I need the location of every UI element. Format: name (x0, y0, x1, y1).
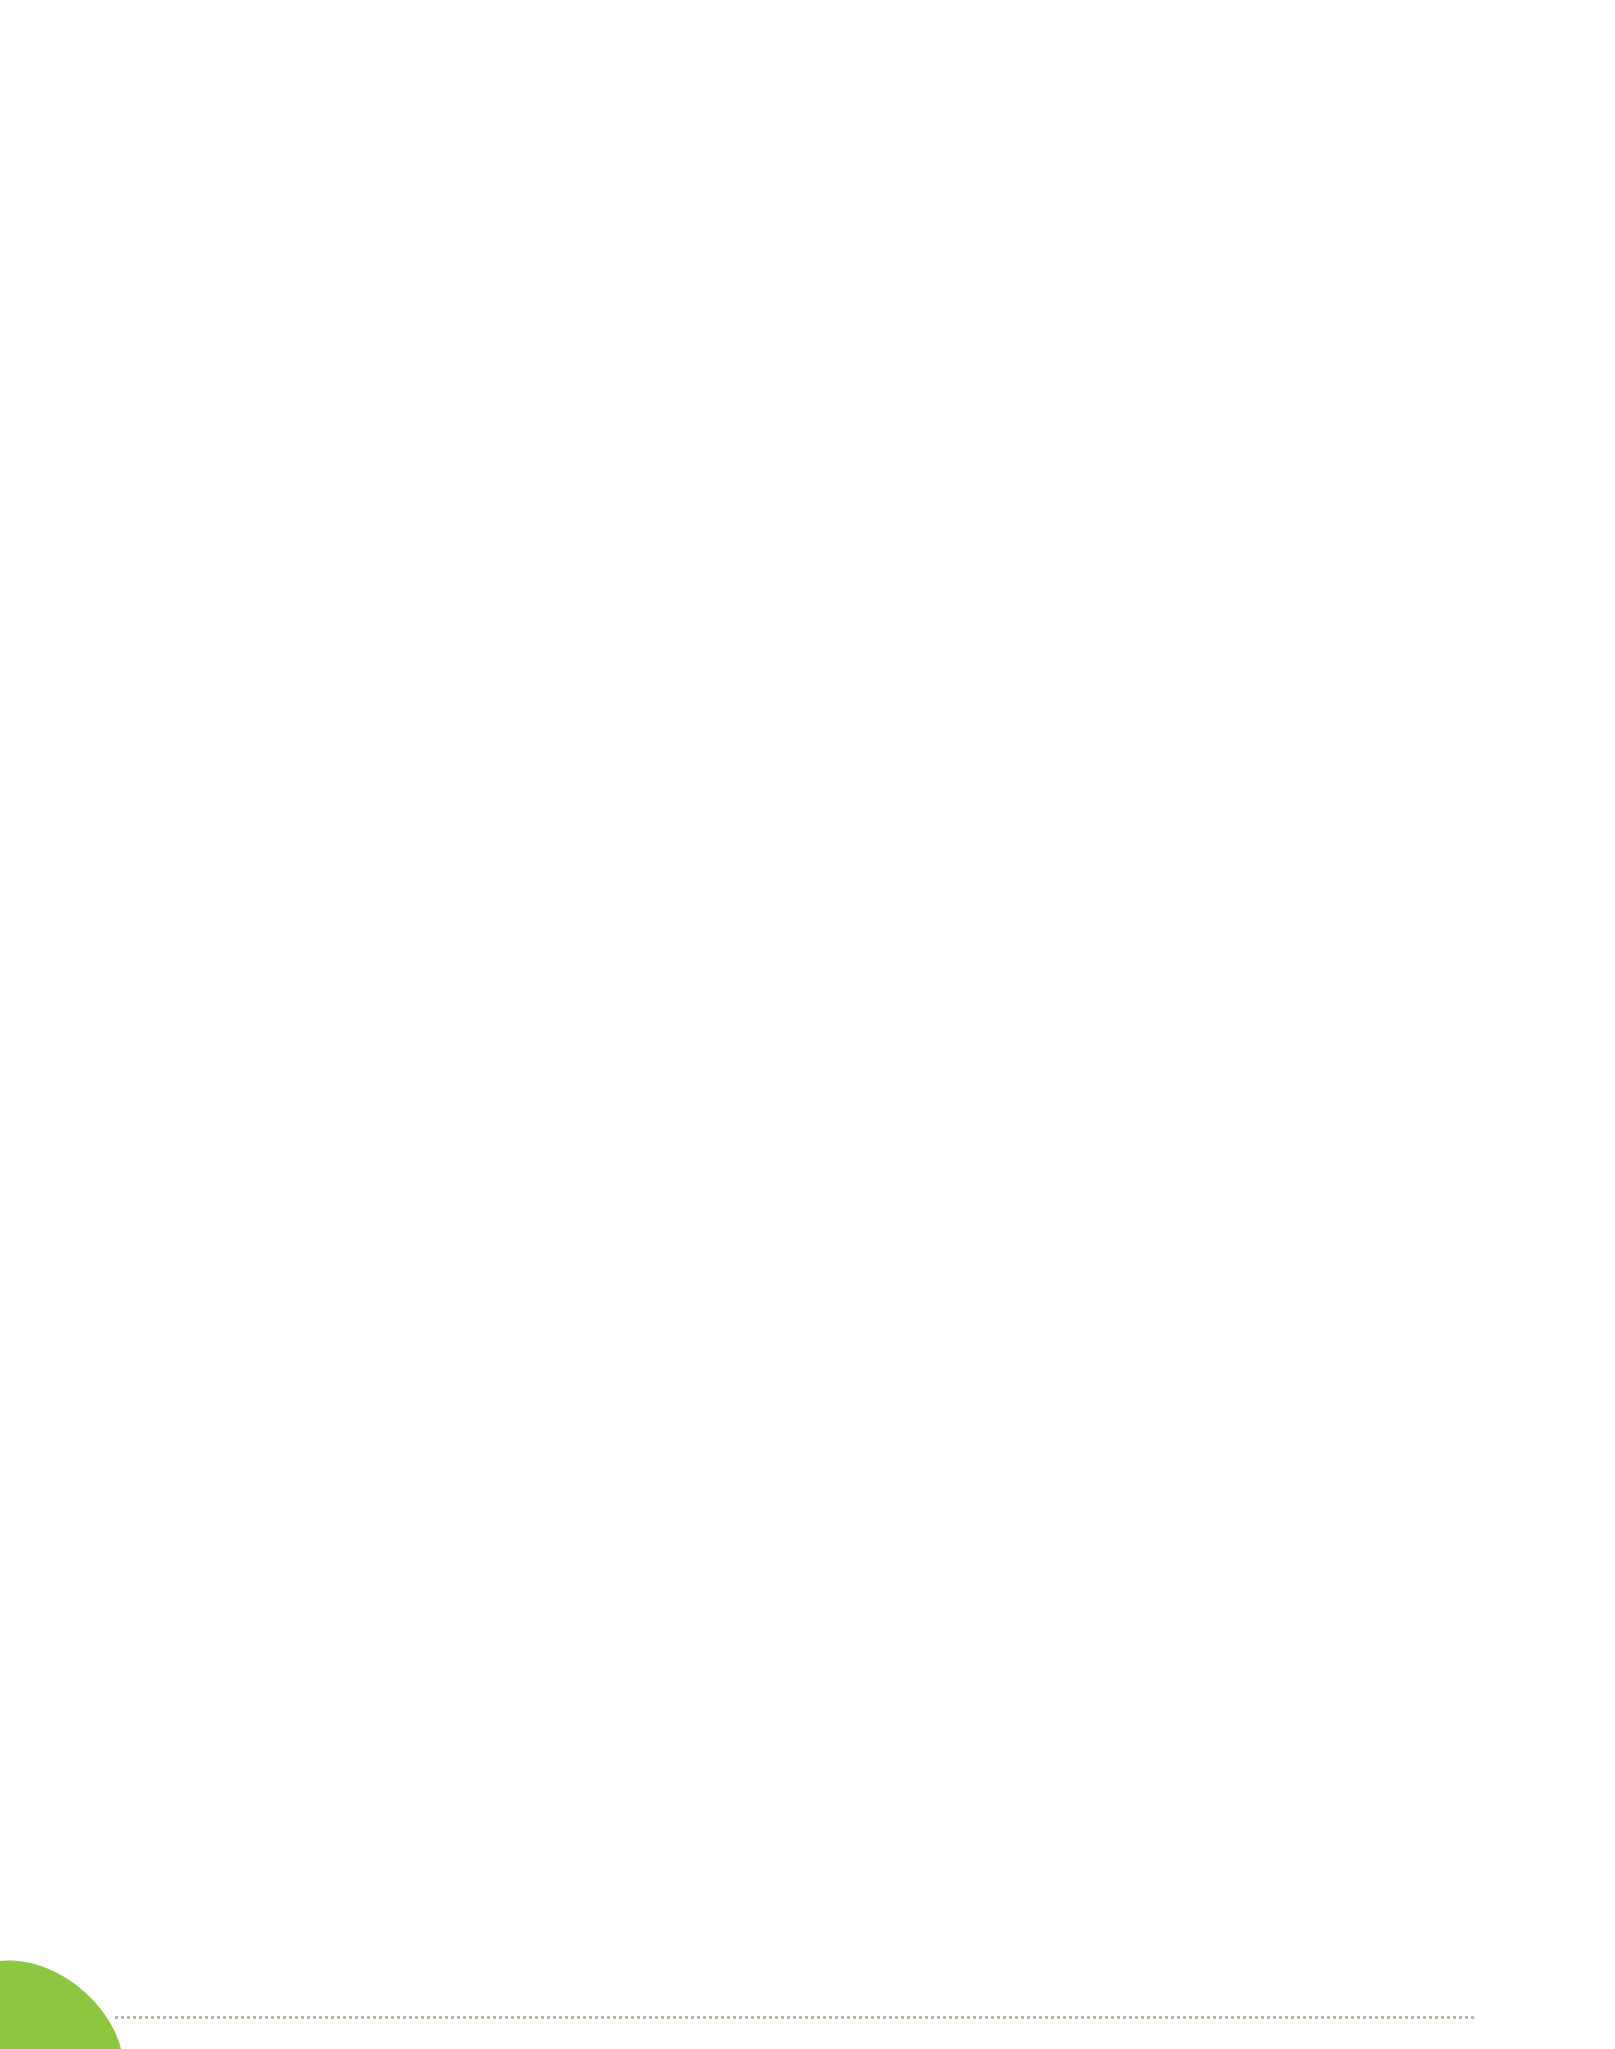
page-footer (45, 2002, 1500, 2019)
corner-decoration (0, 1949, 150, 2049)
footer-divider (115, 2016, 1474, 2019)
